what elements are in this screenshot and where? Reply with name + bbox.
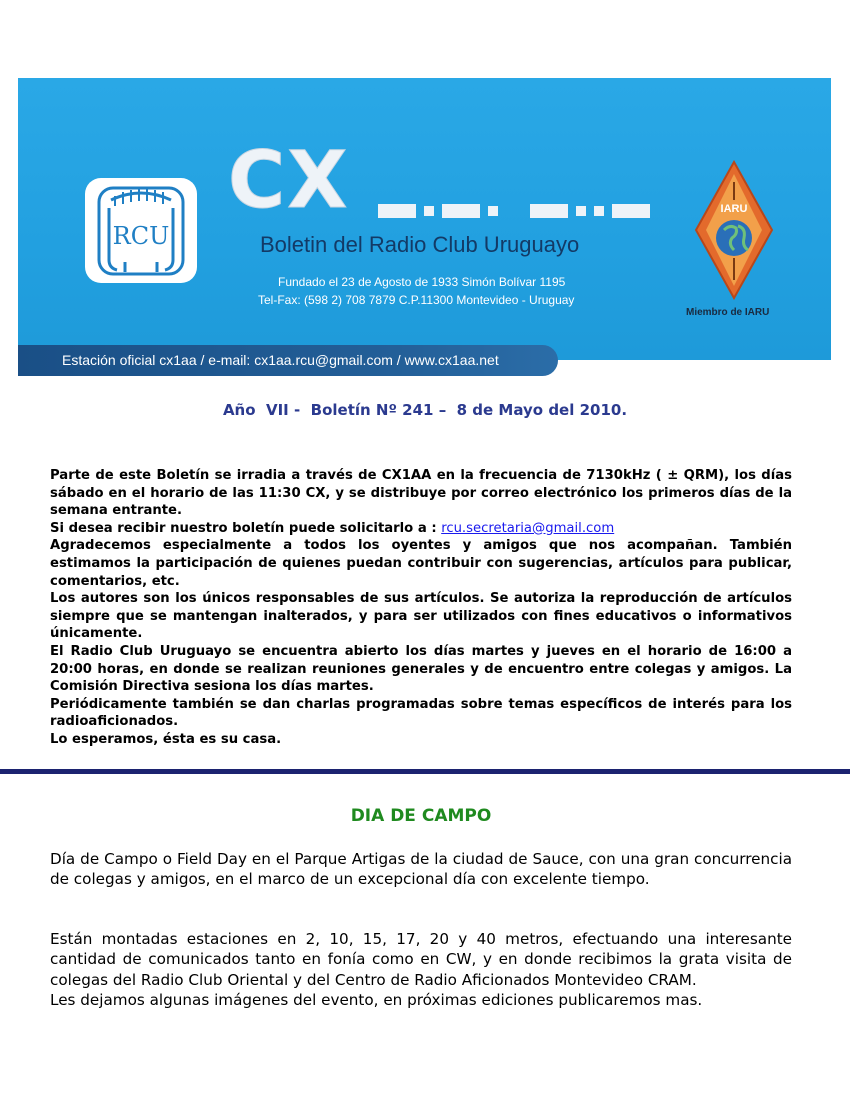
morse-code-icon <box>378 200 653 222</box>
issue-heading: Año VII - Boletín Nº 241 – 8 de Mayo del 2010. <box>222 401 628 419</box>
article-paragraph-1: Día de Campo o Field Day en el Parque Artigas de la ciudad de Sauce, con una gran concurrencia de colegas y amigos, en el marco de un excepcional día con excelente tiempo. <box>50 850 792 889</box>
authors-paragraph: Los autores son los únicos responsables de sus artículos. Se autoriza la reproducción de artículos siempre que se mantengan inalterados, y para ser utilizados con fines educativos o informativos únicamente. <box>50 591 792 642</box>
subscribe-paragraph <box>50 520 792 538</box>
banner-title: CX <box>228 136 350 226</box>
hours-paragraph: El Radio Club Uruguayo se encuentra abierto los días martes y jueves en el horario de 16:00 a 20:00 horas, en donde se realizan reuniones generales y de encuentro entre colegas y amigos. La Comisión Directiva sesiona los días martes. <box>50 643 792 695</box>
iaru-logo-icon <box>694 160 774 300</box>
intro-block <box>50 467 792 749</box>
banner-address: Fundado el 23 de Agosto de 1933 Simón Bolívar 1195 <box>278 275 566 289</box>
banner-subtitle: Boletin del Radio Club Uruguayo <box>260 232 580 257</box>
article-paragraph-3: Les dejamos algunas imágenes del evento, en próximas ediciones publicaremos mas. <box>50 990 703 1009</box>
article-paragraph-2: Están montadas estaciones en 2, 10, 15, 17, 20 y 40 metros, efectuando una interesante cantidad de comunicados tanto en fonía como en CW, y en donde recibimos la grata visita de colegas del Radio Club Oriental y del Centro de Radio Aficionados Montevideo CRAM. <box>50 930 792 989</box>
intro-paragraph: Parte de este Boletín se irradia a través de CX1AA en la frecuencia de 7130kHz ( ± QRM), los días sábado en el horario de las 11:30 CX, y se distribuye por correo electrónico los primeros días de la semana entrante. <box>50 468 792 519</box>
article-paragraph <box>50 849 792 890</box>
banner-phone: Tel-Fax: (598 2) 708 7879 C.P.11300 Montevideo - Uruguay <box>258 293 575 307</box>
contact-bar-text: Estación oficial cx1aa / e-mail: cx1aa.rcu@gmail.com / www.cx1aa.net <box>62 352 499 368</box>
svg-text:RCU: RCU <box>112 222 170 250</box>
iaru-member-label: Miembro de IARU <box>686 307 770 318</box>
rcu-emblem-icon <box>85 178 197 283</box>
section-title: DIA DE CAMPO <box>350 806 492 826</box>
section-divider <box>0 769 850 774</box>
svg-text:IARU: IARU <box>720 203 748 215</box>
subscribe-text: Si desea recibir nuestro boletín puede solicitarlo a : <box>50 520 442 536</box>
rcu-logo <box>85 178 197 283</box>
thanks-paragraph: Agradecemos especialmente a todos los oyentes y amigos que nos acompañan. También estimamos la participación de quienes puedan contribuir con sugerencias, artículos para publicar, comentarios, etc. <box>50 538 792 589</box>
welcome-paragraph: Lo esperamos, ésta es su casa. <box>50 731 282 747</box>
talks-paragraph: Periódicamente también se dan charlas programadas sobre temas específicos de interés para los radioaficionados. <box>50 696 792 730</box>
secretary-email-link[interactable]: rcu.secretaria@gmail.com <box>441 520 615 536</box>
article-paragraph <box>50 929 792 1010</box>
